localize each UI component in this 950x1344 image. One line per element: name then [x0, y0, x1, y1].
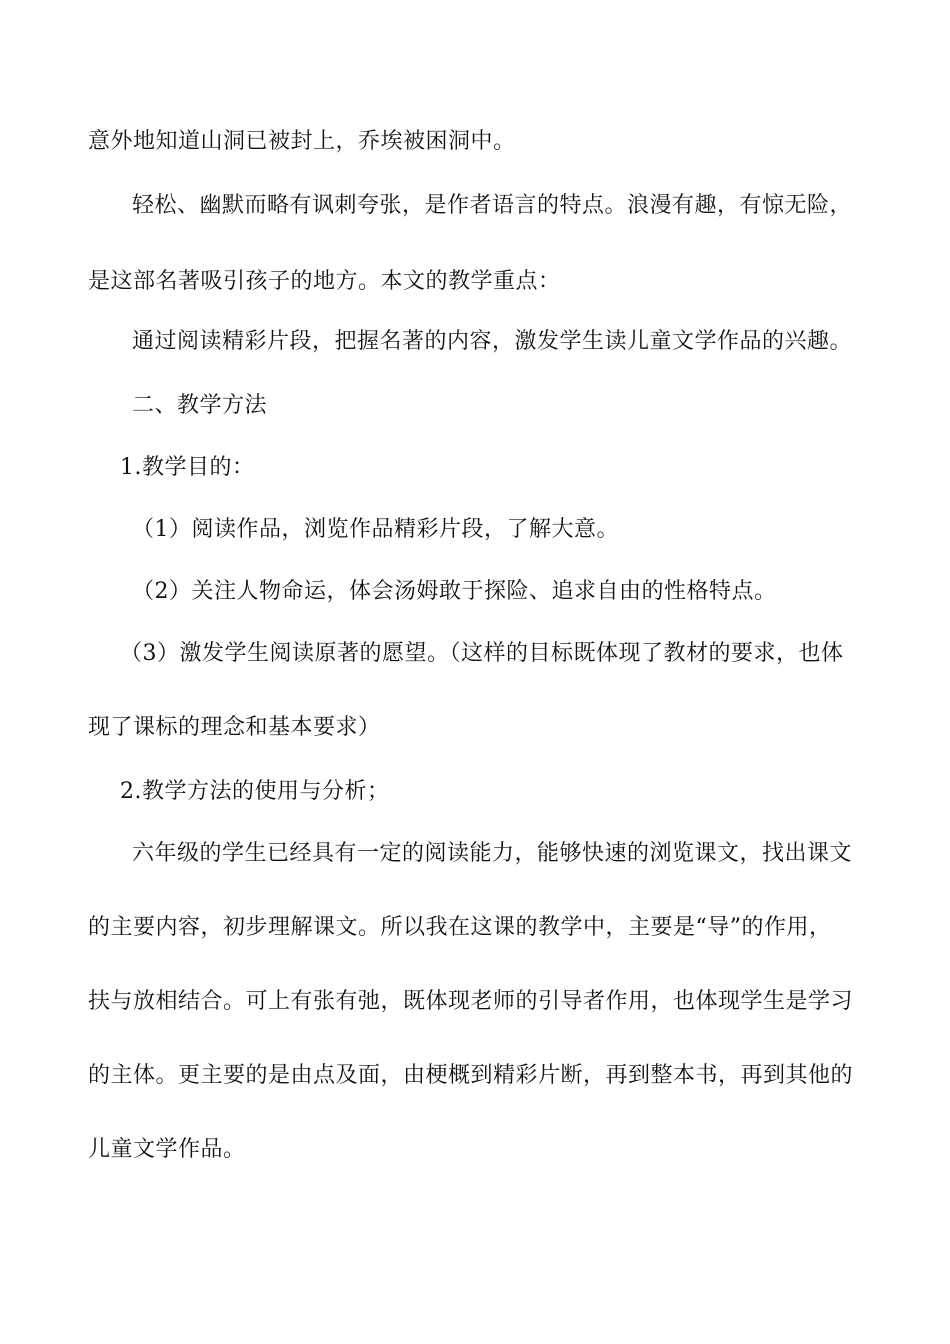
list-item: （1）阅读作品，浏览作品精彩片段，了解大意。	[132, 517, 619, 542]
text-line: 六年级的学生已经具有一定的阅读能力，能够快速的浏览课文，找出课文	[132, 841, 853, 866]
text-line: 是这部名著吸引孩子的地方。本文的教学重点：	[88, 269, 561, 294]
section-heading: 二、教学方法	[132, 393, 268, 418]
text-line: 通过阅读精彩片段，把握名著的内容，激发学生读儿童文学作品的兴趣。	[132, 329, 853, 354]
text-line: 的主要内容，初步理解课文。所以我在这课的教学中，主要是“导”的作用，	[88, 915, 832, 940]
text-line: 扶与放相结合。可上有张有弛，既体现老师的引导者作用，也体现学生是学习	[88, 989, 854, 1014]
list-item: （2）关注人物命运，体会汤姆敢于探险、追求自由的性格特点。	[132, 579, 777, 604]
text-line: 意外地知道山洞已被封上，乔埃被困洞中。	[88, 129, 516, 154]
text-line: 儿童文学作品。	[88, 1137, 246, 1162]
text-line: 轻松、幽默而略有讽刺夸张，是作者语言的特点。浪漫有趣，有惊无险，	[132, 193, 853, 218]
subsection-heading: 1.教学目的：	[120, 455, 255, 480]
text-line: 现了课标的理念和基本要求）	[88, 715, 381, 740]
subsection-heading: 2.教学方法的使用与分析；	[120, 779, 390, 804]
list-item: （3）激发学生阅读原著的愿望。（这样的目标既体现了教材的要求，也体	[120, 641, 844, 666]
text-line: 的主体。更主要的是由点及面，由梗概到精彩片断，再到整本书，再到其他的	[88, 1063, 854, 1088]
